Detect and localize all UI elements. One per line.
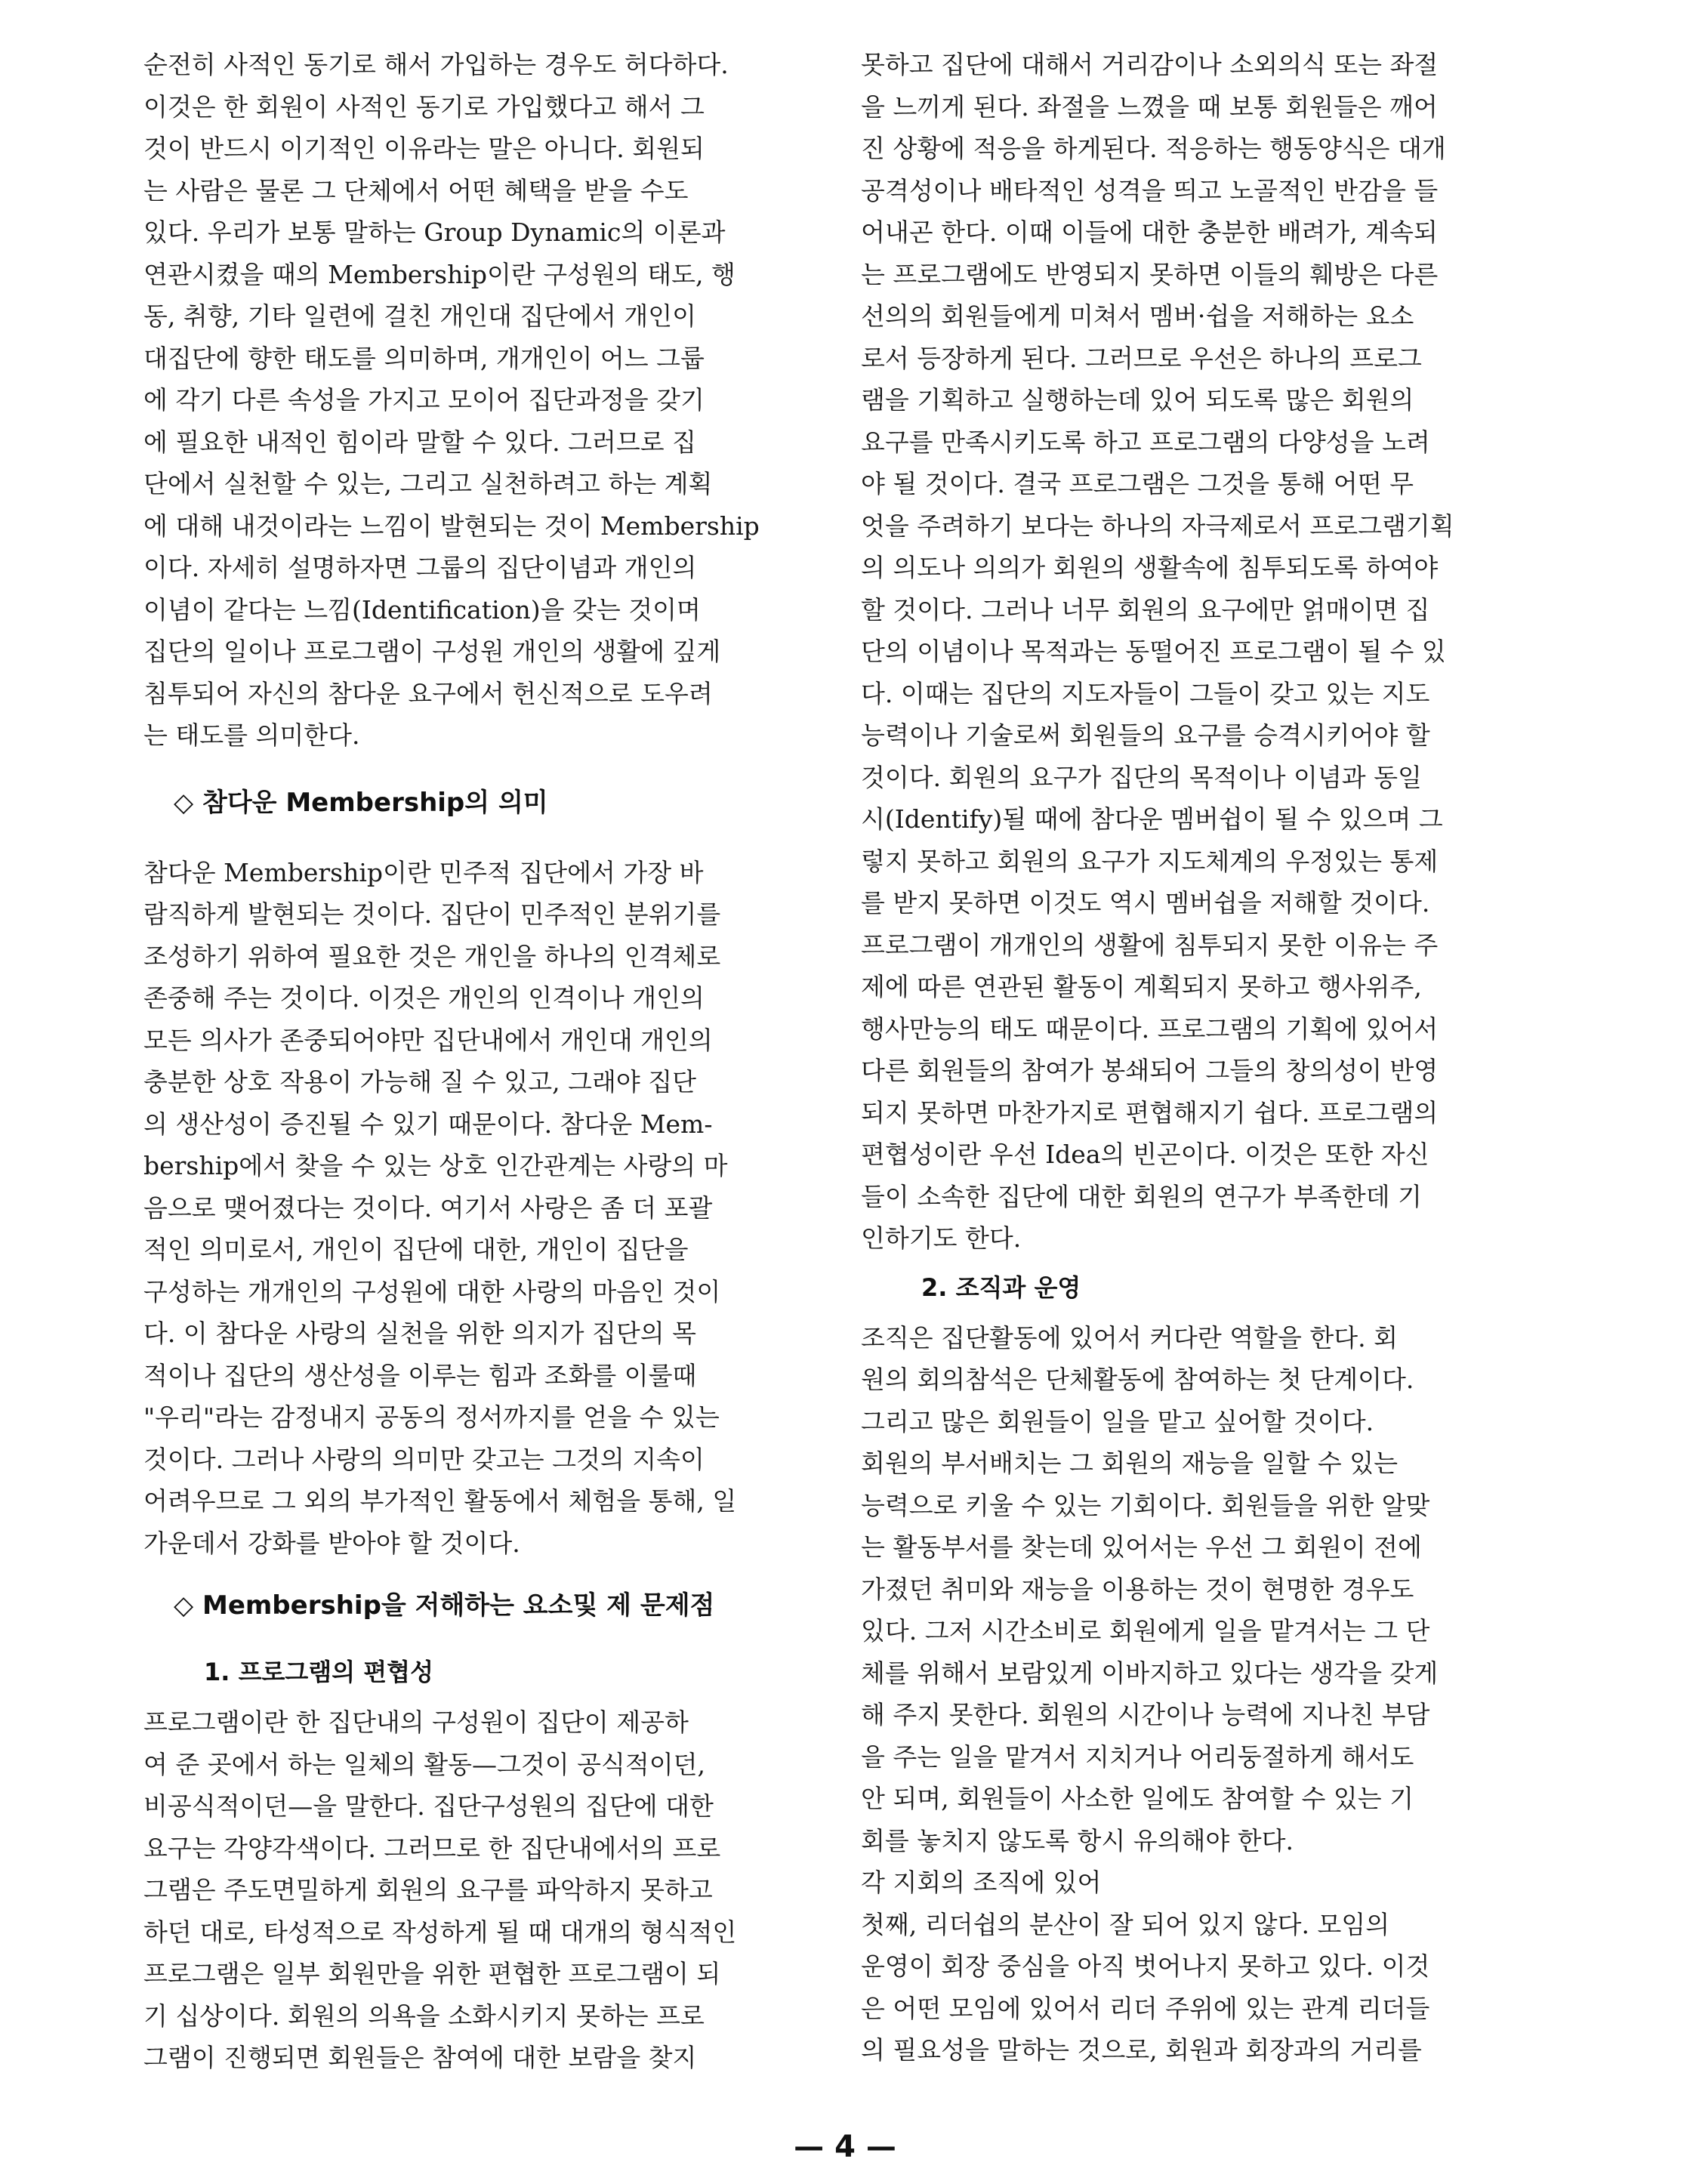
text-line: 각 지회의 조직에 있어 [861, 1868, 1102, 1897]
paragraph-intro-continued [143, 44, 793, 757]
text-line: 적인 의미로서, 개인이 집단에 대한, 개인이 집단을 [143, 1235, 689, 1264]
text-line: 침투되어 자신의 참다운 요구에서 헌신적으로 도우려 [143, 678, 713, 708]
text-line: 인하기도 한다. [861, 1223, 1022, 1253]
text-line: 음으로 맺어졌다는 것이다. 여기서 사랑은 좀 더 포괄 [143, 1192, 713, 1223]
subheading-program-narrowness: 1. 프로그램의 편협성 [204, 1658, 433, 1686]
text-line: 단에서 실천할 수 있는, 그리고 실천하려고 하는 계획 [143, 469, 713, 498]
text-line: 어려우므로 그 외의 부가적인 활동에서 체험을 통해, 일 [143, 1486, 737, 1516]
text-line: 는 프로그램에도 반영되지 못하면 이들의 훼방은 다른 [861, 259, 1439, 289]
text-line: 는 활동부서를 찾는데 있어서는 우선 그 회원이 전에 [861, 1532, 1422, 1562]
right-column [861, 44, 1510, 2071]
text-line: 그램은 주도면밀하게 회원의 요구를 파악하지 못하고 [143, 1875, 713, 1905]
text-line: 회원의 부서배치는 그 회원의 재능을 일할 수 있는 [861, 1448, 1398, 1478]
text-line: 제에 따른 연관된 활동이 계획되지 못하고 행사위주, [861, 972, 1422, 1001]
paragraph-organization-operation [861, 1317, 1510, 2071]
text-line: 하던 대로, 타성적으로 작성하게 될 때 대개의 형식적인 [143, 1917, 737, 1947]
text-line: 해 주지 못한다. 회원의 시간이나 능력에 지나친 부담 [861, 1700, 1430, 1729]
text-line: 순전히 사적인 동기로 해서 가입하는 경우도 허다하다. [143, 50, 729, 79]
text-line: 모든 의사가 존중되어야만 집단내에서 개인대 개인의 [143, 1025, 713, 1055]
text-line: 다. 이 참다운 사랑의 실천을 위한 의지가 집단의 목 [143, 1319, 696, 1348]
text-line: 능력이나 기술로써 회원들의 요구를 승격시키어야 할 [861, 720, 1430, 750]
text-line: 있다. 우리가 보통 말하는 Group Dynamic의 이론과 [143, 217, 726, 247]
text-line: 에 필요한 내적인 힘이라 말할 수 있다. 그러므로 집 [143, 427, 696, 457]
text-line: 참다운 Membership이란 민주적 집단에서 가장 바 [143, 857, 704, 887]
text-line: 요구는 각양각색이다. 그러므로 한 집단내에서의 프로 [143, 1833, 721, 1863]
paragraph-true-membership [143, 852, 793, 1565]
text-line: 여 준 곳에서 하는 일체의 활동—그것이 공식적이던, [143, 1749, 705, 1779]
text-line: 안 되며, 회원들이 사소한 일에도 참여할 수 있는 기 [861, 1784, 1414, 1813]
text-line: 적이나 집단의 생산성을 이루는 힘과 조화를 이룰때 [143, 1360, 697, 1390]
text-line: 공격성이나 배타적인 성격을 띄고 노골적인 반감을 들 [861, 175, 1439, 205]
text-line: 프로그램은 일부 회원만을 위한 편협한 프로그램이 되 [143, 1959, 721, 1988]
text-line: 단의 이념이나 목적과는 동떨어진 프로그램이 될 수 있 [861, 637, 1446, 666]
text-line: 에 각기 다른 속성을 가지고 모이어 집단과정을 갖기 [143, 385, 705, 415]
text-line: 에 대해 내것이라는 느낌이 발현되는 것이 Membership [143, 511, 760, 541]
text-line: 것이다. 그러나 사랑의 의미만 갖고는 그것의 지속이 [143, 1444, 705, 1474]
text-line: 첫째, 리더쉽의 분산이 잘 되어 있지 않다. 모임의 [861, 1909, 1390, 1939]
text-line: bership에서 찾을 수 있는 상호 인간관계는 사랑의 마 [143, 1151, 728, 1180]
text-line: 조성하기 위하여 필요한 것은 개인을 하나의 인격체로 [143, 941, 721, 971]
text-line: 시(Identify)될 때에 참다운 멤버쉽이 될 수 있으며 그 [861, 804, 1443, 834]
text-line: 가졌던 취미와 재능을 이용하는 것이 현명한 경우도 [861, 1574, 1414, 1604]
text-line: 비공식적이던—을 말한다. 집단구성원의 집단에 대한 [143, 1791, 714, 1821]
text-line: 집단의 일이나 프로그램이 구성원 개인의 생활에 깊게 [143, 637, 721, 666]
text-line: 다른 회원들의 참여가 봉쇄되어 그들의 창의성이 반영 [861, 1056, 1439, 1085]
text-line: 그램이 진행되면 회원들은 참여에 대한 보람을 찾지 [143, 2043, 697, 2072]
text-line: 다. 이때는 집단의 지도자들이 그들이 갖고 있는 지도 [861, 678, 1430, 708]
text-line: 를 받지 못하면 이것도 역시 멤버쉽을 저해할 것이다. [861, 888, 1430, 918]
text-line: 할 것이다. 그러나 너무 회원의 요구에만 얽매이면 집 [861, 594, 1430, 625]
text-line: 는 태도를 의미한다. [143, 720, 360, 750]
page-number: — 4 — [794, 2130, 896, 2164]
text-line: 행사만능의 태도 때문이다. 프로그램의 기획에 있어서 [861, 1013, 1439, 1044]
text-line: 램을 기획하고 실행하는데 있어 되도록 많은 회원의 [861, 385, 1414, 415]
text-line: 선의의 회원들에게 미쳐서 멤버·쉽을 저해하는 요소 [861, 301, 1414, 331]
text-line: 람직하게 발현되는 것이다. 집단이 민주적인 분위기를 [143, 899, 721, 929]
text-line: 되지 못하면 마찬가지로 편협해지기 쉽다. 프로그램의 [861, 1097, 1439, 1127]
text-line: 운영이 회장 중심을 아직 벗어나지 못하고 있다. 이것 [861, 1951, 1430, 1981]
text-line: 못하고 집단에 대해서 거리감이나 소외의식 또는 좌절 [861, 50, 1439, 79]
paragraph-program-narrowness-continued [861, 44, 1510, 1260]
text-line: 의 필요성을 말하는 것으로, 회원과 회장과의 거리를 [861, 2035, 1422, 2065]
section-heading-membership-obstacles: ◇ Membership을 저해하는 요소및 제 문제점 [174, 1590, 715, 1621]
text-line: 대집단에 향한 태도를 의미하며, 개개인이 어느 그룹 [143, 343, 705, 373]
text-line: 존중해 주는 것이다. 이것은 개인의 인격이나 개인의 [143, 983, 705, 1013]
text-line: 조직은 집단활동에 있어서 커다란 역할을 한다. 회 [861, 1322, 1398, 1353]
subheading-organization-operation: 2. 조직과 운영 [921, 1272, 1081, 1302]
text-line: "우리"라는 감정내지 공동의 정서까지를 얻을 수 있는 [143, 1402, 720, 1432]
text-line: 요구를 만족시키도록 하고 프로그램의 다양성을 노려 [861, 427, 1430, 457]
text-line: 충분한 상호 작용이 가능해 질 수 있고, 그래야 집단 [143, 1067, 696, 1097]
text-line: 것이다. 회원의 요구가 집단의 목적이나 이념과 동일 [861, 762, 1422, 792]
text-line: 을 주는 일을 맡겨서 지치거나 어리둥절하게 해서도 [861, 1741, 1414, 1772]
text-line: 로서 등장하게 된다. 그러므로 우선은 하나의 프로그 [861, 343, 1422, 373]
left-column [143, 44, 793, 2079]
text-line: 능력으로 키울 수 있는 기회이다. 회원들을 위한 알맞 [861, 1490, 1430, 1520]
text-line: 렇지 못하고 회원의 요구가 지도체계의 우정있는 통제 [861, 846, 1439, 876]
text-line: 프로그램이란 한 집단내의 구성원이 집단이 제공하 [143, 1707, 689, 1737]
text-line: 들이 소속한 집단에 대한 회원의 연구가 부족한데 기 [861, 1181, 1422, 1211]
text-line: 의 의도나 의의가 회원의 생활속에 침투되도록 하여야 [861, 553, 1439, 582]
text-line: 회를 놓치지 않도록 항시 유의해야 한다. [861, 1825, 1294, 1855]
text-line: 체를 위해서 보람있게 이바지하고 있다는 생각을 갖게 [861, 1658, 1439, 1688]
text-line: 야 될 것이다. 결국 프로그램은 그것을 통해 어떤 무 [861, 469, 1414, 498]
text-line: 을 느끼게 된다. 좌절을 느꼈을 때 보통 회원들은 깨어 [861, 91, 1438, 122]
text-line: 구성하는 개개인의 구성원에 대한 사랑의 마음인 것이 [143, 1276, 721, 1306]
text-line: 엇을 주려하기 보다는 하나의 자극제로서 프로그램기획 [861, 511, 1454, 541]
text-line: 는 사람은 물론 그 단체에서 어떤 혜택을 받을 수도 [143, 175, 689, 205]
text-line: 동, 취향, 기타 일련에 걸친 개인대 집단에서 개인이 [143, 301, 696, 331]
text-line: 기 십상이다. 회원의 의욕을 소화시키지 못하는 프로 [143, 2000, 705, 2031]
text-line: 있다. 그저 시간소비로 회원에게 일을 맡겨서는 그 단 [861, 1616, 1430, 1646]
text-line: 가운데서 강화를 받아야 할 것이다. [143, 1528, 520, 1558]
text-line: 이것은 한 회원이 사적인 동기로 가입했다고 해서 그 [143, 91, 705, 122]
text-line: 이념이 같다는 느낌(Identification)을 갖는 것이며 [143, 594, 701, 625]
text-line: 어내곤 한다. 이때 이들에 대한 충분한 배려가, 계속되 [861, 217, 1438, 247]
text-line: 진 상황에 적응을 하게된다. 적응하는 행동양식은 대개 [861, 134, 1446, 163]
text-line: 것이 반드시 이기적인 이유라는 말은 아니다. 회원되 [143, 134, 705, 163]
text-line: 이다. 자세히 설명하자면 그룹의 집단이념과 개인의 [143, 553, 697, 582]
text-line: 프로그램이 개개인의 생활에 침투되지 못한 이유는 주 [861, 930, 1439, 960]
text-line: 원의 회의참석은 단체활동에 참여하는 첫 단계이다. [861, 1365, 1414, 1394]
text-line: 편협성이란 우선 Idea의 빈곤이다. 이것은 또한 자신 [861, 1140, 1429, 1169]
paragraph-program-narrowness [143, 1701, 793, 2079]
text-line: 의 생산성이 증진될 수 있기 때문이다. 참다운 Mem- [143, 1109, 713, 1139]
text-line: 연관시켰을 때의 Membership이란 구성원의 태도, 행 [143, 259, 736, 289]
text-line: 은 어떤 모임에 있어서 리더 주위에 있는 관계 리더들 [861, 1993, 1430, 2023]
section-heading-true-membership: ◇ 참다운 Membership의 의미 [174, 787, 548, 818]
text-line: 그리고 많은 회원들이 일을 맡고 싶어할 것이다. [861, 1406, 1374, 1436]
